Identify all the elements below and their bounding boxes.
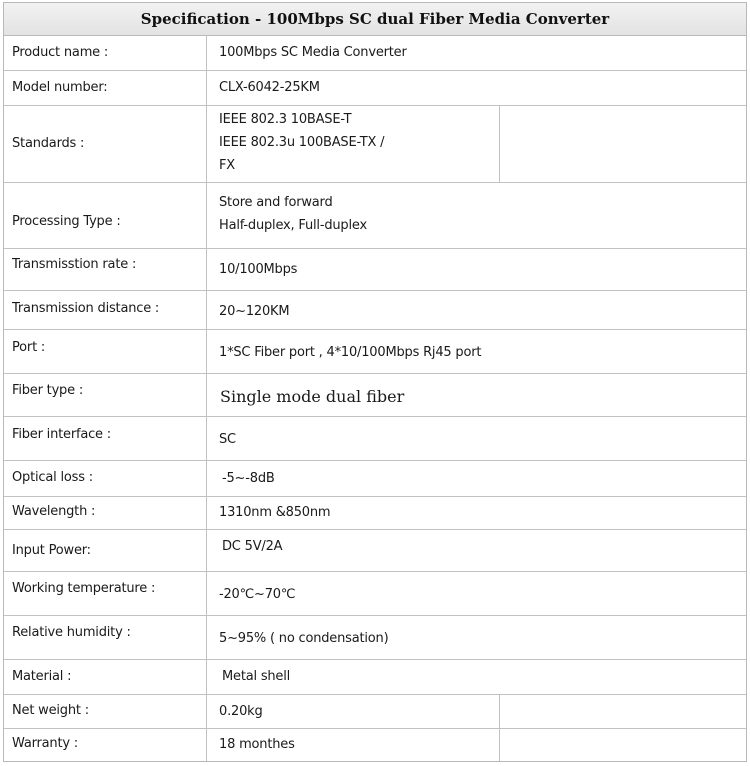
value-optical-loss: -5~-8dB xyxy=(222,471,275,486)
label-transmission-rate: Transmisstion rate : xyxy=(12,257,137,272)
value-material: Metal shell xyxy=(222,669,291,684)
row-divider xyxy=(4,373,746,374)
value-relative-humidity: 5~95% ( no condensation) xyxy=(219,631,389,646)
value-standards-line-1: IEEE 802.3 10BASE-T xyxy=(219,112,352,127)
spec-table xyxy=(3,2,747,762)
label-optical-loss: Optical loss : xyxy=(12,470,93,485)
value-warranty: 18 monthes xyxy=(219,737,295,752)
value-standards-line-3: FX xyxy=(219,158,235,173)
label-standards: Standards : xyxy=(12,136,85,151)
column-divider xyxy=(499,105,500,182)
row-divider xyxy=(4,105,746,106)
value-working-temperature: -20℃~70℃ xyxy=(219,587,296,602)
row-divider xyxy=(4,182,746,183)
value-wavelength: 1310nm &850nm xyxy=(219,505,331,520)
label-working-temperature: Working temperature : xyxy=(12,581,156,596)
row-divider xyxy=(4,571,746,572)
row-divider xyxy=(4,416,746,417)
label-model-number: Model number: xyxy=(12,80,108,95)
value-processing-line-2: Half-duplex, Full-duplex xyxy=(219,218,367,233)
value-processing-line-1: Store and forward xyxy=(219,195,333,210)
row-divider xyxy=(4,496,746,497)
value-model-number: CLX-6042-25KM xyxy=(219,80,320,95)
label-wavelength: Wavelength : xyxy=(12,504,96,519)
label-input-power: Input Power: xyxy=(12,543,91,558)
label-fiber-type: Fiber type : xyxy=(12,383,84,398)
value-transmission-rate: 10/100Mbps xyxy=(219,262,298,277)
row-divider xyxy=(4,659,746,660)
row-divider xyxy=(4,728,746,729)
value-fiber-type: Single mode dual fiber xyxy=(220,387,405,406)
label-port: Port : xyxy=(12,340,46,355)
row-divider xyxy=(4,248,746,249)
row-divider xyxy=(4,329,746,330)
value-port: 1*SC Fiber port , 4*10/100Mbps Rj45 port xyxy=(219,345,482,360)
row-divider xyxy=(4,615,746,616)
label-material: Material : xyxy=(12,669,72,684)
value-transmission-distance: 20~120KM xyxy=(219,304,290,319)
value-product-name: 100Mbps SC Media Converter xyxy=(219,45,407,60)
column-divider xyxy=(206,35,207,761)
label-net-weight: Net weight : xyxy=(12,703,89,718)
value-fiber-interface: SC xyxy=(219,432,236,447)
value-input-power: DC 5V/2A xyxy=(222,539,283,554)
label-transmission-distance: Transmission distance : xyxy=(12,301,160,316)
label-processing-type: Processing Type : xyxy=(12,214,121,229)
label-warranty: Warranty : xyxy=(12,736,78,751)
label-relative-humidity: Relative humidity : xyxy=(12,625,131,640)
row-divider xyxy=(4,694,746,695)
row-divider xyxy=(4,70,746,71)
row-divider xyxy=(4,460,746,461)
column-divider xyxy=(499,694,500,761)
label-product-name: Product name : xyxy=(12,45,109,60)
row-divider xyxy=(4,529,746,530)
value-standards-line-2: IEEE 802.3u 100BASE-TX / xyxy=(219,135,385,150)
row-divider xyxy=(4,290,746,291)
label-fiber-interface: Fiber interface : xyxy=(12,427,111,442)
spec-title: Specification - 100Mbps SC dual Fiber Media Converter xyxy=(4,3,746,36)
value-net-weight: 0.20kg xyxy=(219,704,263,719)
